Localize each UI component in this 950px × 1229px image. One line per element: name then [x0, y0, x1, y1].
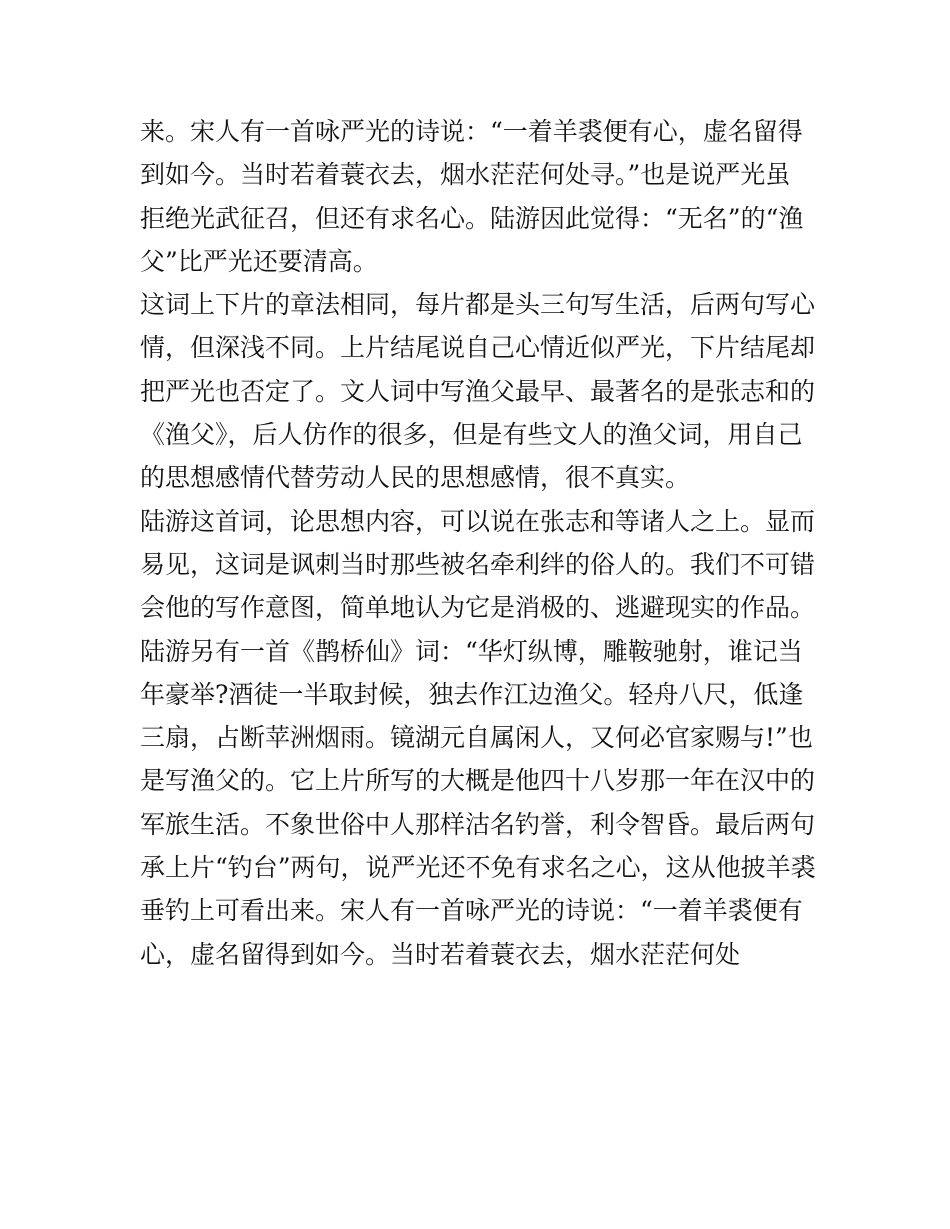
text-line: 把严光也否定了。文人词中写渔父最早、最著名的是张志和的 [140, 376, 816, 406]
text-line: 陆游这首词，论思想内容，可以说在张志和等诸人之上。显而 [140, 506, 816, 536]
text-line: 的思想感情代替劳动人民的思想感情，很不真实。 [140, 463, 691, 493]
text-line: 会他的写作意图，简单地认为它是消极的、逃避现实的作品。 [140, 593, 816, 623]
text-line: 是写渔父的。它上片所写的大概是他四十八岁那一年在汉中的 [140, 766, 816, 796]
text-line: 军旅生活。不象世俗中人那样沽名钓誉，利令智昏。最后两句 [140, 809, 816, 839]
body-text [140, 110, 820, 976]
text-line: 易见，这词是讽刺当时那些被名牵利绊的俗人的。我们不可错 [140, 549, 816, 579]
text-line: 这词上下片的章法相同，每片都是头三句写生活，后两句写心 [140, 290, 816, 320]
text-line: 情，但深浅不同。上片结尾说自己心情近似严光，下片结尾却 [140, 333, 816, 363]
text-line: 来。宋人有一首咏严光的诗说：“一着羊裘便有心，虚名留得 [140, 117, 803, 146]
text-line: 承上片“钓台”两句，说严光还不免有求名之心，这从他披羊裘 [140, 853, 816, 883]
text-line: 到如今。当时若着蓑衣去，烟水茫茫何处寻。”也是说严光虽 [140, 160, 791, 190]
text-line: 《渔父》，后人仿作的很多，但是有些文人的渔父词，用自己 [140, 420, 803, 450]
text-line: 父”比严光还要清高。 [140, 246, 378, 276]
text-line: 陆游另有一首《鹊桥仙》词：“华灯纵博，雕鞍驰射，谁记当 [140, 636, 803, 666]
text-line: 年豪举?酒徒一半取封候，独去作江边渔父。轻舟八尺，低逢 [140, 679, 804, 709]
text-line: 心，虚名留得到如今。当时若着蓑衣去，烟水茫茫何处 [140, 939, 741, 969]
text-line: 三扇，占断苹洲烟雨。镜湖元自属闲人，又何必官家赐与!”也 [140, 723, 813, 753]
text-line: 拒绝光武征召，但还有求名心。陆游因此觉得：“无名”的“渔 [140, 203, 804, 233]
text-line: 垂钓上可看出来。宋人有一首咏严光的诗说：“一着羊裘便有 [140, 896, 803, 926]
